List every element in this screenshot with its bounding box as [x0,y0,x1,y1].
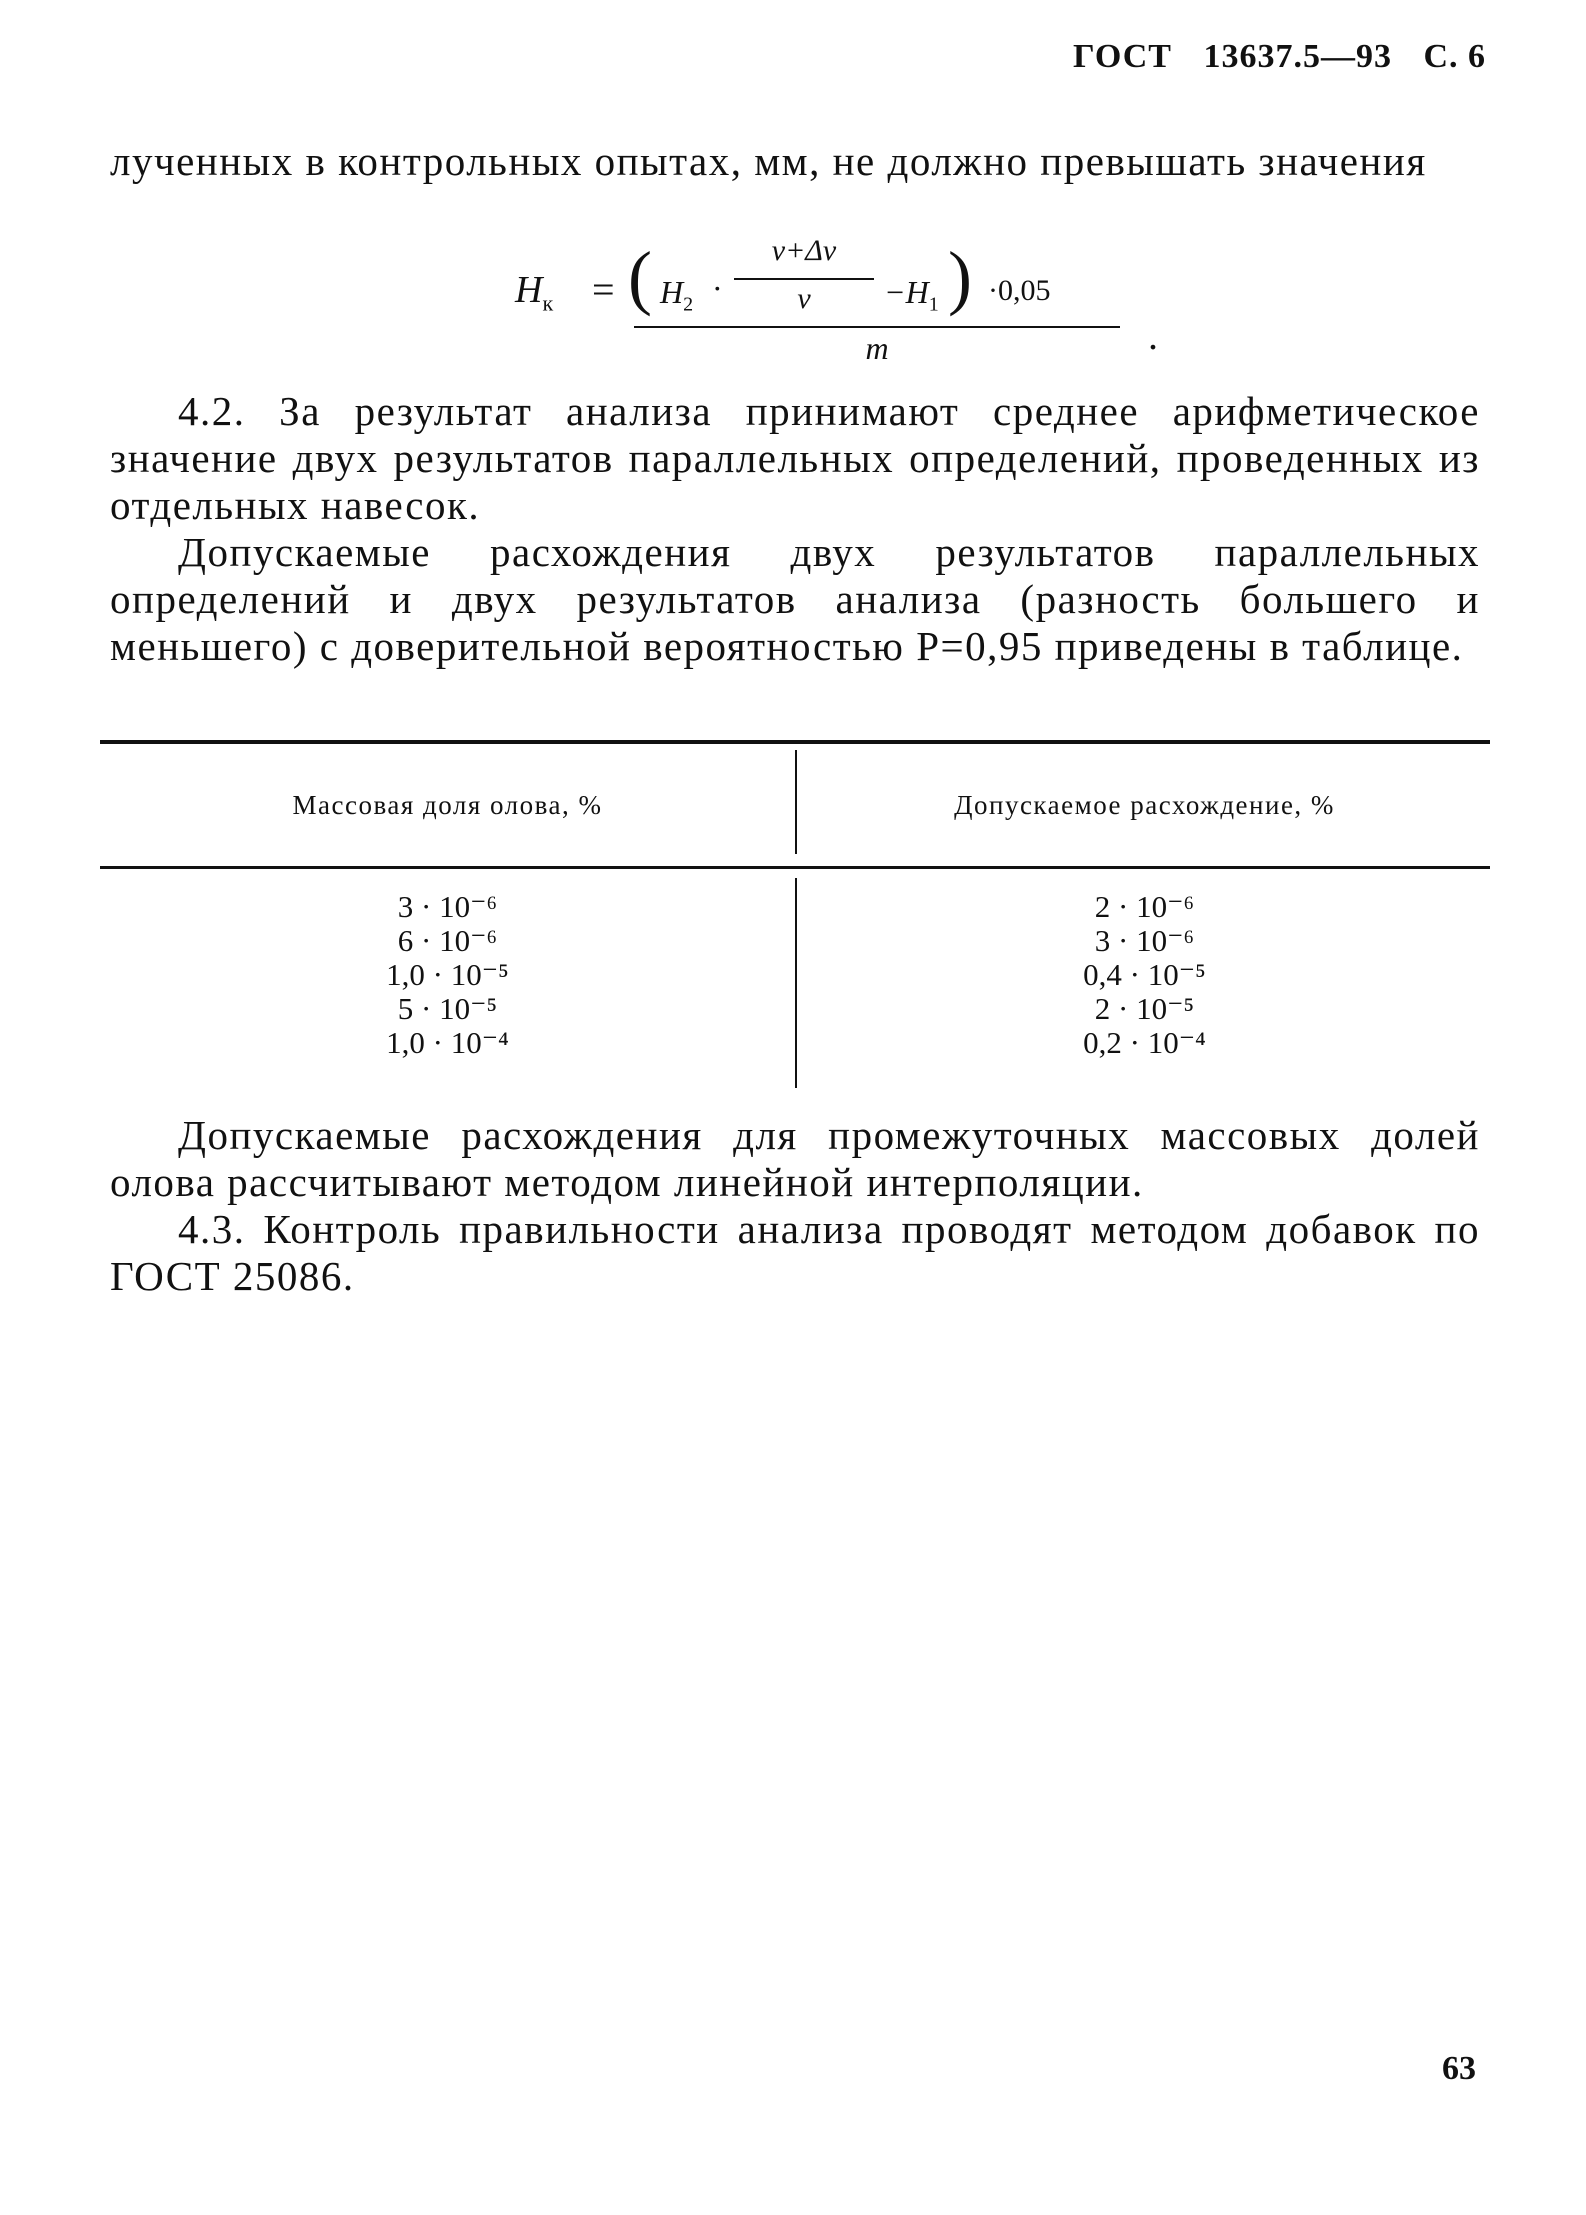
table-cell: 0,4 · 10⁻⁵ [1083,957,1206,992]
table-header-rule [100,866,1490,869]
header-number: 13637.5—93 [1203,38,1392,75]
table-column-mass-fraction [100,890,795,1060]
table-cell: 3 · 10⁻⁶ [1094,923,1195,958]
table-cell: 1,0 · 10⁻⁵ [386,957,509,992]
formula-equals: = [592,267,615,312]
section-4-2 [110,388,1480,670]
table-top-rule [100,740,1490,744]
formula-paren-right: ) [948,237,972,317]
page-number: 63 [1442,2050,1476,2087]
page-header [1073,38,1486,76]
table-cell: 0,2 · 10⁻⁴ [1083,1025,1206,1060]
intro-paragraph [110,138,1480,185]
table-cell: 5 · 10⁻⁵ [397,991,498,1026]
header-standard: ГОСТ [1073,38,1172,75]
formula [500,230,1200,370]
formula-coefficient: ·0,05 [988,274,1051,307]
formula-lhs: $H_к$ [515,269,554,316]
formula-inner-fraction-bar [734,278,874,280]
table-header-mass-fraction: Массовая доля олова, % [292,790,603,820]
formula-period: . [1148,313,1158,358]
formula-mul-dot: · [712,270,723,306]
formula-frac-numerator: v+Δv [771,234,837,267]
section-4-2-paragraph-2: Допускаемые расхождения двух результатов параллельных определений и двух результатов анализа (разность большего и меньшего) с доверительной вероятностью P=0,95 приведены в таблице. [110,529,1480,669]
interpolation-paragraph: Допускаемые расхождения для промежуточных массовых долей олова рассчитывают методом линейной интерполяции. [110,1112,1480,1205]
formula-fraction-bar [634,326,1120,328]
table-header-tolerance: Допускаемое расхождение, % [954,790,1335,820]
formula-denominator: m [865,330,889,366]
table-cell: 2 · 10⁻⁶ [1094,889,1195,924]
table-cell: 1,0 · 10⁻⁴ [386,1025,509,1060]
table-cell: 2 · 10⁻⁵ [1094,991,1195,1026]
tolerance-table [100,740,1490,1100]
table-column-tolerance [797,890,1492,1060]
intro-text: лученных в контрольных опытах, мм, не должно превышать значения [110,138,1427,184]
header-page-label: С. 6 [1423,38,1486,75]
section-4-2-paragraph-1: 4.2. За результат анализа принимают среднее арифметическое значение двух результатов параллельных определений, проведенных из отдельных навесок. [110,388,1480,528]
table-cell: 6 · 10⁻⁶ [397,923,498,958]
formula-minus-h1: $-H_1$ [884,274,939,316]
section-4-3-paragraph: 4.3. Контроль правильности анализа проводят методом добавок по ГОСТ 25086. [110,1206,1480,1299]
formula-frac-denominator: v [797,282,811,315]
formula-h2: $H_2$ [660,274,694,316]
formula-paren-left: ( [628,237,652,317]
table-cell: 3 · 10⁻⁶ [397,889,498,924]
after-table-text [110,1112,1480,1300]
